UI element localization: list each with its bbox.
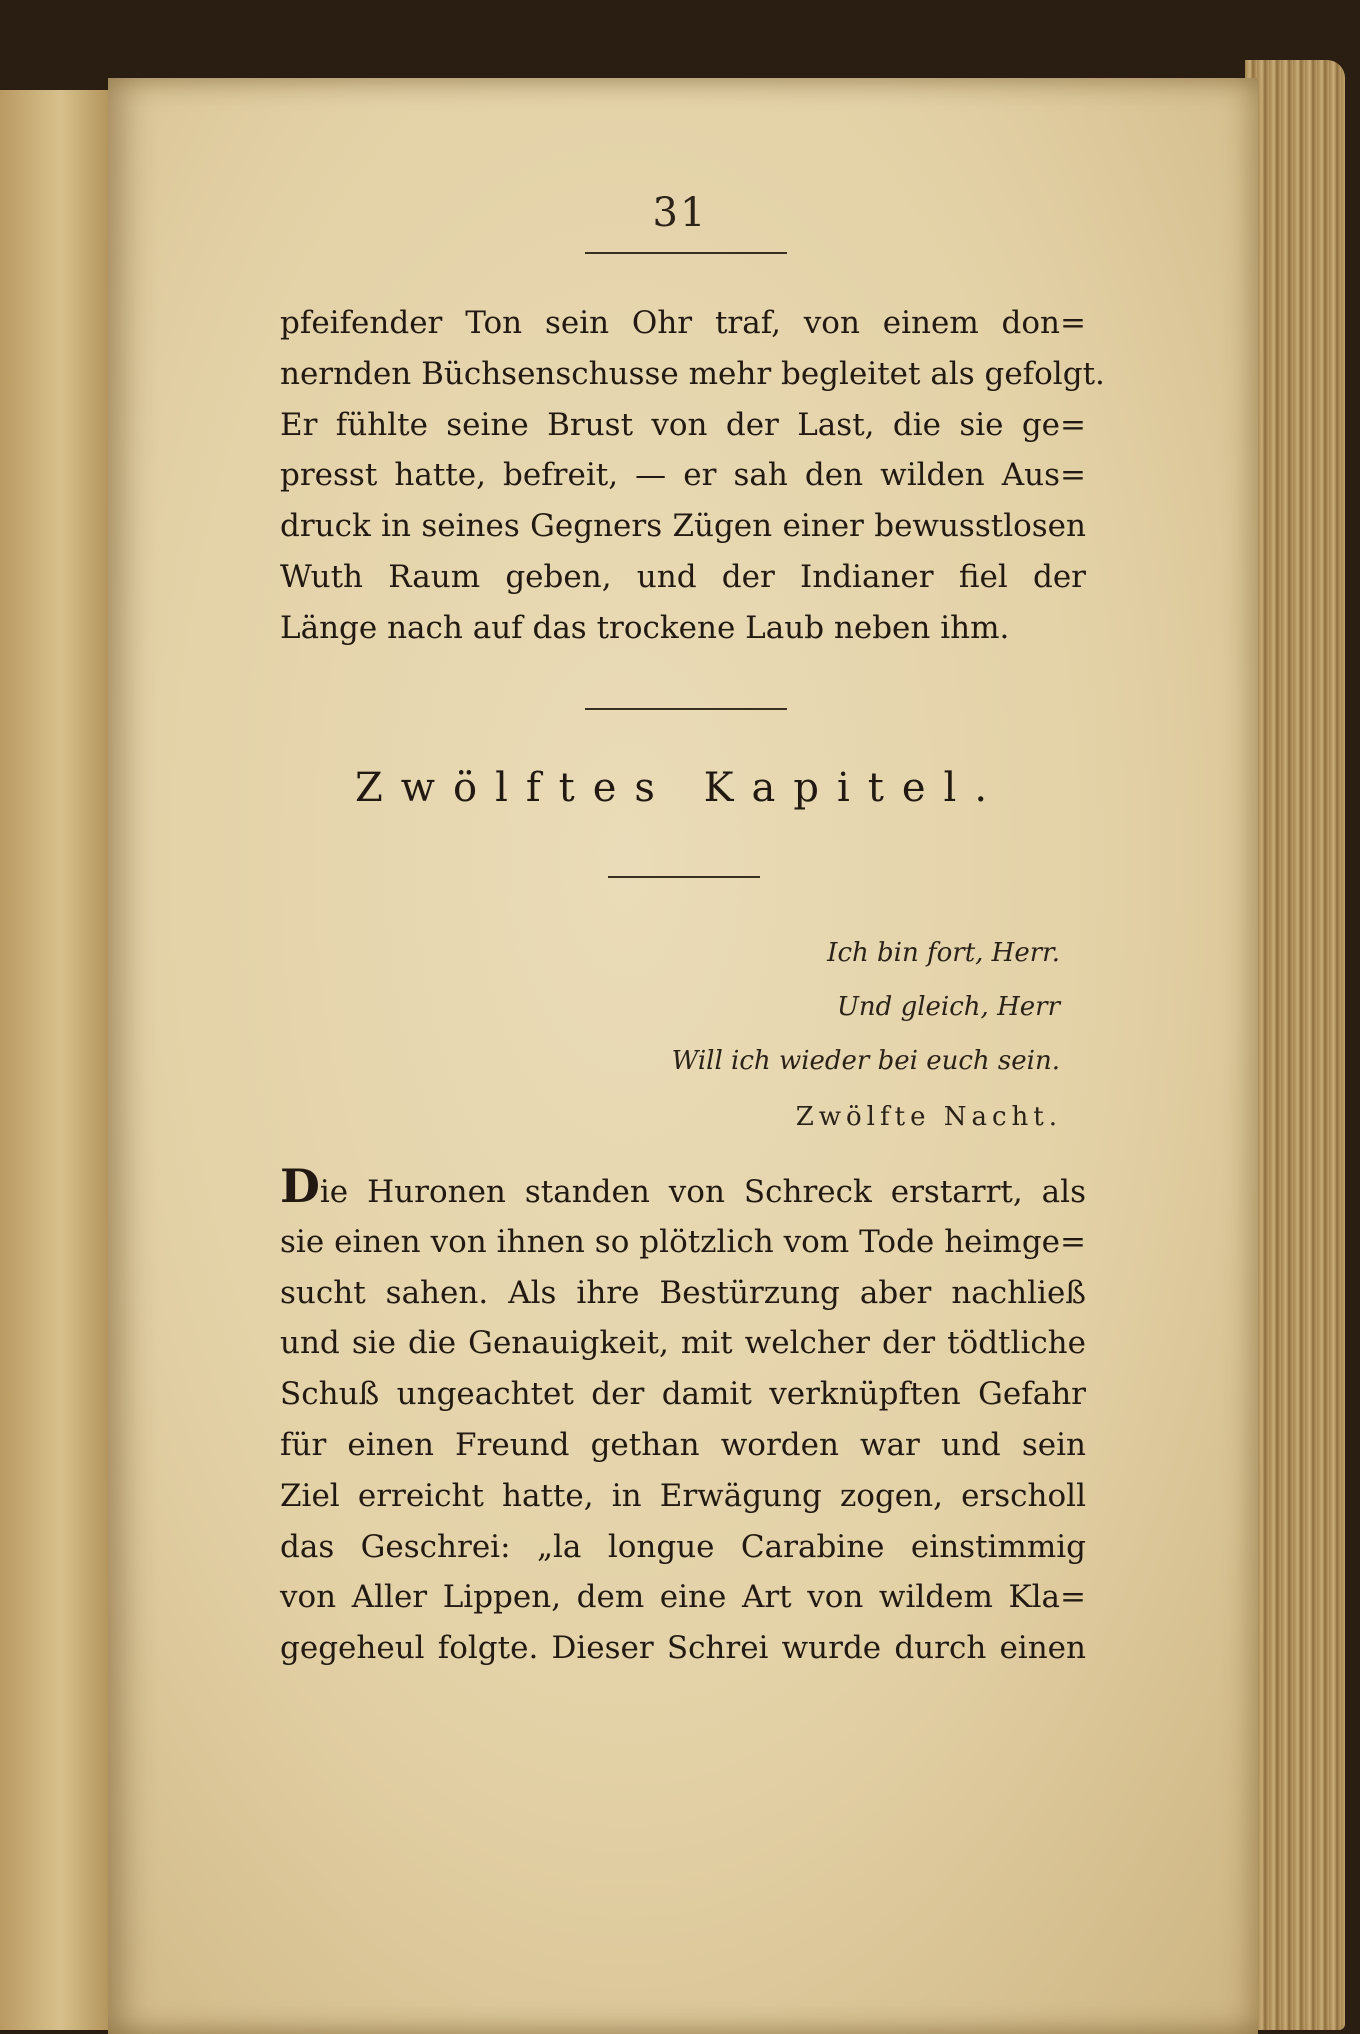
- text-line: Länge nach auf das trockene Laub neben ihm.: [280, 609, 1010, 646]
- section-rule-bottom: [608, 876, 760, 878]
- text-line: Schuß ungeachtet der damit verknüpften Gefahr: [280, 1376, 1086, 1413]
- text-line: Er fühlte seine Brust von der Last, die sie ge=: [280, 406, 1086, 443]
- text-line: und sie die Genauigkeit, mit welcher der tödtliche: [280, 1325, 1086, 1362]
- text-line: gegeheul folgte. Dieser Schrei wurde durch einen: [280, 1630, 1086, 1667]
- text-line: nernden Büchsenschusse mehr begleitet als gefolgt.: [280, 355, 1105, 392]
- text-line: von Aller Lippen, dem eine Art von wildem Kla=: [280, 1579, 1086, 1616]
- epigraph-line: Ich bin fort, Herr.: [827, 938, 1060, 968]
- text-line: sucht sahen. Als ihre Bestürzung aber nachließ: [280, 1274, 1086, 1311]
- epigraph-line: Und gleich, Herr: [837, 992, 1060, 1022]
- text-line: presst hatte, befreit, — er sah den wilden Aus=: [280, 457, 1086, 494]
- epigraph: [360, 926, 1060, 1088]
- text-line: pfeifender Ton sein Ohr traf, von einem don=: [280, 305, 1086, 341]
- facing-page-edge: [0, 90, 112, 2030]
- text-line: Wuth Raum geben, und der Indianer fiel der: [280, 558, 1086, 595]
- text-line: druck in seines Gegners Zügen einer bewusstlosen: [280, 508, 1086, 545]
- page-number: 31: [652, 190, 708, 236]
- text-line-first: [280, 1159, 1086, 1217]
- paragraph-1: [280, 298, 1105, 654]
- text-line: Ziel erreicht hatte, in Erwägung zogen, erscholl: [280, 1477, 1086, 1514]
- drop-cap: D: [280, 1159, 320, 1213]
- chapter-title: Zwölftes Kapitel.: [354, 765, 1006, 811]
- section-rule-top: [585, 708, 787, 710]
- paragraph-2: [280, 1159, 1086, 1674]
- epigraph-source: Zwölfte Nacht.: [795, 1102, 1062, 1132]
- text-line: für einen Freund gethan worden war und sein: [280, 1426, 1086, 1463]
- header-rule: [585, 252, 787, 254]
- epigraph-line: Will ich wieder bei euch sein.: [671, 1046, 1060, 1076]
- text-line-first-rest: ie Huronen standen von Schreck erstarrt, als: [319, 1174, 1086, 1210]
- page-stack-edge: [1245, 60, 1345, 2030]
- text-line: das Geschrei: „la longue Carabine einstimmig: [280, 1528, 1086, 1565]
- text-line: sie einen von ihnen so plötzlich vom Tode heimge=: [280, 1223, 1086, 1260]
- epigraph-source-block: [362, 1090, 1062, 1144]
